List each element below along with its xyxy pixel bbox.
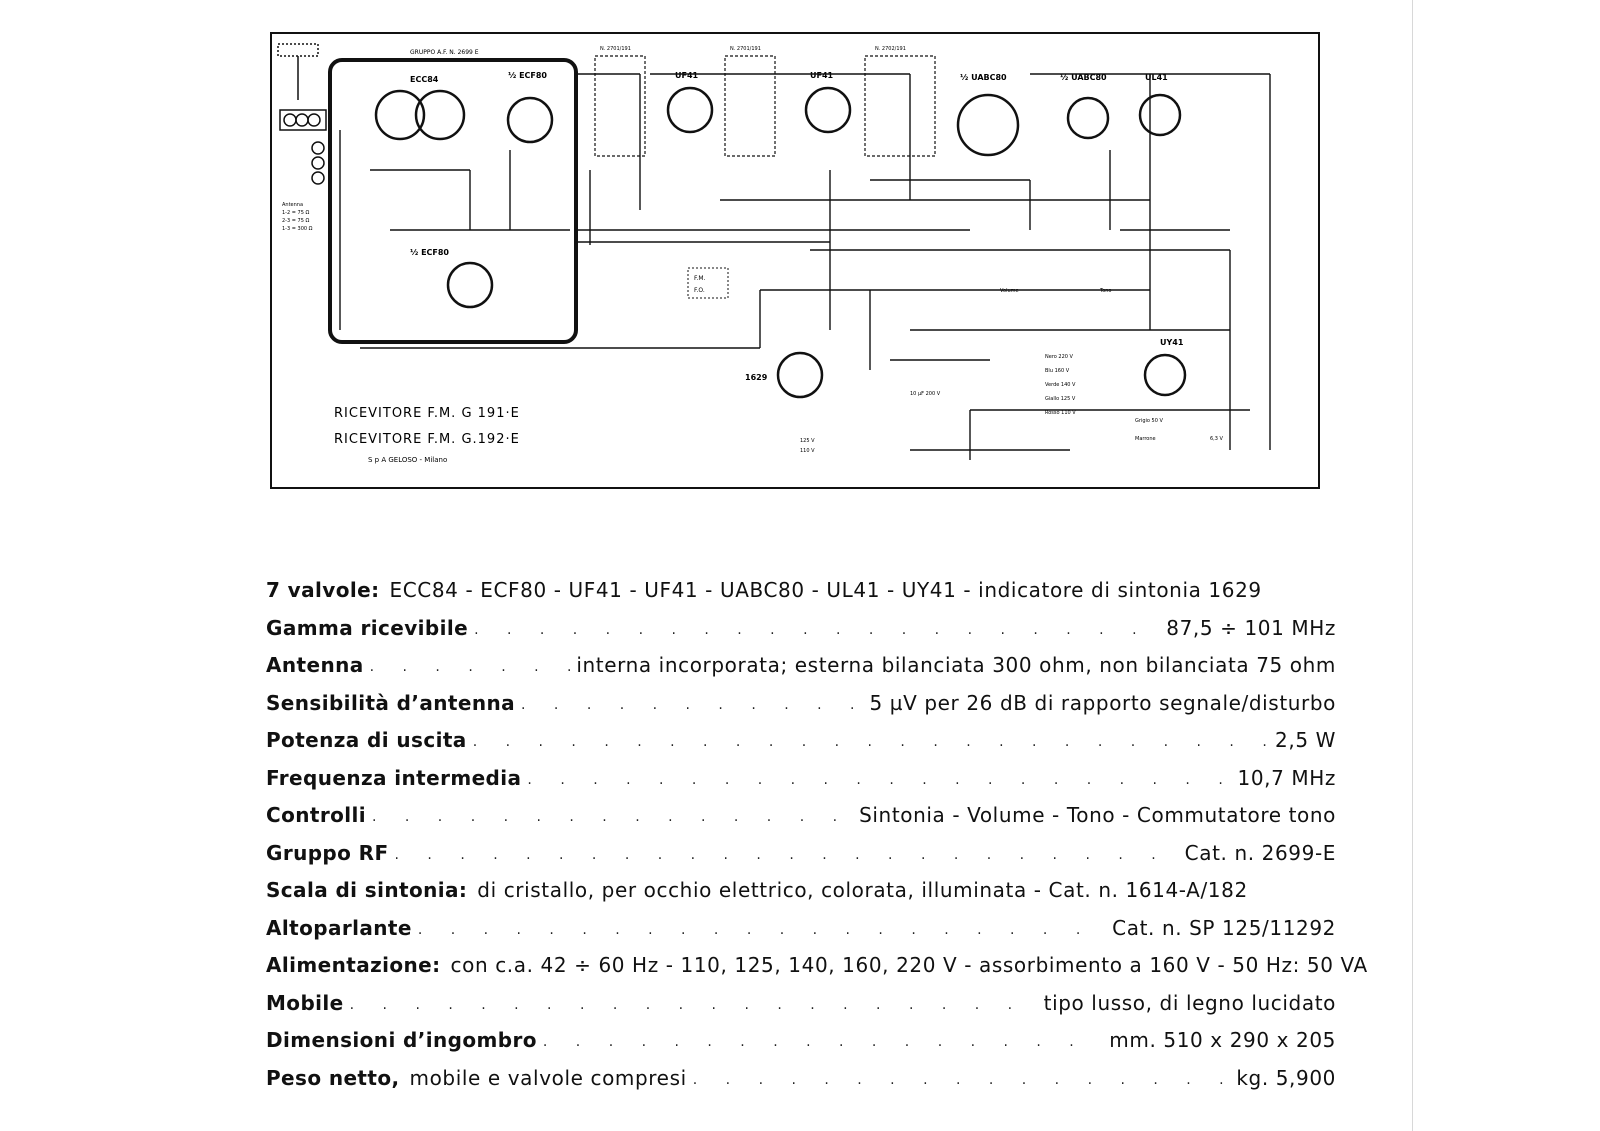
svg-text:1-3 = 300 Ω: 1-3 = 300 Ω — [282, 226, 313, 232]
leader-dots — [395, 847, 1179, 863]
spec-value: 10,7 MHz — [1237, 765, 1336, 790]
leader-dots — [418, 922, 1106, 938]
spec-label: Frequenza intermedia — [266, 765, 522, 790]
spec-value: 87,5 ÷ 101 MHz — [1166, 615, 1336, 640]
svg-text:Antenna: Antenna — [282, 202, 304, 208]
leader-dots — [474, 622, 1160, 638]
svg-text:Marrone: Marrone — [1135, 436, 1156, 442]
spec-label: Scala di sintonia: — [266, 878, 468, 902]
svg-text:N. 2701/191: N. 2701/191 — [600, 46, 631, 52]
leader-dots — [350, 997, 1038, 1013]
svg-text:UY41: UY41 — [1160, 338, 1184, 347]
spec-value: di cristallo, per occhio elettrico, colorata, illuminata - Cat. n. 1614-A/182 — [477, 878, 1248, 902]
svg-text:Volume: Volume — [1000, 288, 1019, 294]
leader-dots — [372, 809, 853, 825]
svg-text:Rosso 110 V: Rosso 110 V — [1045, 410, 1076, 416]
svg-text:N. 2702/191: N. 2702/191 — [875, 46, 906, 52]
spec-value: Sintonia - Volume - Tono - Commutatore tono — [859, 803, 1336, 827]
spec-row-potenza — [266, 728, 1336, 766]
spec-row-gruppo — [266, 841, 1336, 879]
circuit-schematic — [270, 30, 1322, 500]
spec-row-controlli — [266, 803, 1336, 841]
spec-label: 7 valvole: — [266, 578, 380, 602]
svg-text:½ UABC80: ½ UABC80 — [1060, 73, 1107, 82]
spec-row-scala — [266, 878, 1336, 916]
spec-row-alimentazione — [266, 953, 1368, 991]
schematic-title-2: RICEVITORE F.M. G.192·E — [334, 432, 520, 447]
svg-text:Grigio 50 V: Grigio 50 V — [1135, 418, 1163, 424]
spec-label: Dimensioni d’ingombro — [266, 1028, 537, 1052]
svg-text:1629: 1629 — [745, 373, 768, 382]
svg-text:Blu 160 V: Blu 160 V — [1045, 368, 1070, 374]
spec-label: Gamma ricevibile — [266, 615, 469, 640]
spec-value: Cat. n. 2699-E — [1184, 840, 1336, 865]
svg-text:½ UABC80: ½ UABC80 — [960, 73, 1007, 82]
leader-dots — [521, 697, 864, 713]
spec-row-sensibilita — [266, 691, 1336, 729]
spec-row-mobile — [266, 991, 1336, 1029]
svg-text:Tono: Tono — [1100, 288, 1112, 294]
page-edge-line — [1412, 0, 1413, 1131]
spec-row-gamma — [266, 616, 1336, 654]
spec-label: Antenna — [266, 653, 364, 677]
leader-dots — [527, 772, 1231, 788]
svg-text:Nero 220 V: Nero 220 V — [1045, 354, 1073, 360]
spec-row-altoparlante — [266, 916, 1336, 954]
spec-value: 5 µV per 26 dB di rapporto segnale/disturbo — [869, 690, 1336, 715]
svg-text:F.O.: F.O. — [694, 287, 705, 294]
spec-label: Controlli — [266, 803, 366, 827]
spec-value: 2,5 W — [1275, 728, 1336, 752]
spec-value: con c.a. 42 ÷ 60 Hz - 110, 125, 140, 160, 220 V - assorbimento a 160 V - 50 Hz: 50 VA — [450, 953, 1368, 977]
schematic-title-1: RICEVITORE F.M. G 191·E — [334, 406, 520, 421]
leader-dots — [543, 1034, 1103, 1050]
spec-label: Mobile — [266, 990, 344, 1015]
spec-value: mm. 510 x 290 x 205 — [1109, 1028, 1336, 1052]
svg-text:ECC84: ECC84 — [410, 75, 439, 84]
svg-text:UF41: UF41 — [810, 71, 834, 80]
spec-label: Peso netto, — [266, 1065, 400, 1090]
svg-text:6,3 V: 6,3 V — [1210, 436, 1223, 442]
spec-value: ECC84 - ECF80 - UF41 - UF41 - UABC80 - UL41 - UY41 - indicatore di sintonia 1629 — [389, 578, 1262, 602]
spec-row-peso — [266, 1066, 1336, 1104]
svg-text:Verde 140 V: Verde 140 V — [1045, 382, 1076, 388]
svg-text:N. 2701/191: N. 2701/191 — [730, 46, 761, 52]
spec-value: interna incorporata; esterna bilanciata 300 ohm, non bilanciata 75 ohm — [576, 653, 1336, 677]
spec-value: tipo lusso, di legno lucidato — [1043, 990, 1336, 1015]
schematic-maker: S p A GELOSO - Milano — [368, 456, 448, 464]
spec-label: Altoparlante — [266, 915, 412, 940]
leader-dots — [370, 659, 571, 675]
spec-row-dimensioni — [266, 1028, 1336, 1066]
spec-row-frequenza — [266, 766, 1336, 804]
spec-label: Gruppo RF — [266, 840, 389, 865]
svg-text:UL41: UL41 — [1145, 73, 1168, 82]
spec-label: Alimentazione: — [266, 953, 441, 977]
svg-text:½ ECF80: ½ ECF80 — [410, 248, 449, 257]
svg-text:UF41: UF41 — [675, 71, 699, 80]
svg-text:½ ECF80: ½ ECF80 — [508, 71, 547, 80]
spec-value: kg. 5,900 — [1236, 1065, 1336, 1090]
svg-text:F.M.: F.M. — [694, 275, 706, 282]
spec-row-valvole — [266, 578, 1336, 616]
spec-row-antenna — [266, 653, 1336, 691]
svg-text:1-2 = 75 Ω: 1-2 = 75 Ω — [282, 210, 310, 216]
svg-text:110 V: 110 V — [800, 448, 815, 454]
spec-label: Potenza di uscita — [266, 728, 467, 752]
leader-dots — [473, 734, 1269, 750]
spec-value: Cat. n. SP 125/11292 — [1112, 915, 1336, 940]
group-label: GRUPPO A.F. N. 2699 E — [410, 49, 479, 56]
spec-list — [266, 578, 1368, 1103]
leader-dots — [693, 1072, 1231, 1088]
svg-text:125 V: 125 V — [800, 438, 815, 444]
svg-text:10 µF 200 V: 10 µF 200 V — [910, 391, 941, 397]
svg-text:2-3 = 75 Ω: 2-3 = 75 Ω — [282, 218, 310, 224]
svg-text:Giallo 125 V: Giallo 125 V — [1045, 396, 1076, 402]
spec-label: Sensibilità d’antenna — [266, 690, 516, 715]
spec-prefix: mobile e valvole compresi — [409, 1065, 687, 1090]
